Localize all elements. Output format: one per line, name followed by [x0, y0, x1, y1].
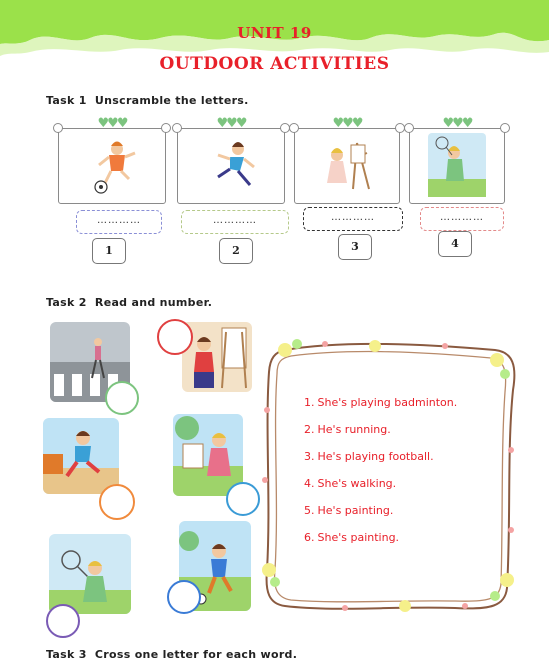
task1-number-4: 4 [438, 231, 472, 257]
task2-label: Task 2 [46, 296, 87, 309]
girl-painting-scene-illustration [173, 414, 243, 496]
sentence-number: 1. [304, 396, 315, 409]
task1-picture-frame-4 [409, 116, 505, 204]
sentence-number: 2. [304, 423, 315, 436]
task1-answer-box-2[interactable]: ………… [181, 210, 289, 234]
header-background [0, 0, 549, 90]
task2-heading [46, 296, 212, 309]
task2-answer-circle-6[interactable] [167, 580, 201, 614]
sentence-text: She's playing badminton. [317, 396, 458, 409]
sentence-item [304, 389, 460, 416]
task1-number-1: 1 [92, 238, 126, 264]
task3-heading [46, 648, 297, 661]
sentence-item [304, 524, 460, 551]
task3-label: Task 3 [46, 648, 87, 661]
task2-instruction: Read and number. [94, 296, 213, 309]
sentence-number: 5. [304, 504, 315, 517]
task1-picture-frame-2 [177, 116, 285, 204]
task2-answer-circle-1[interactable] [105, 381, 139, 415]
task1-answer-box-3[interactable]: ………… [303, 207, 403, 231]
sentence-text: He's playing football. [317, 450, 434, 463]
sentence-item [304, 470, 460, 497]
sentence-list [304, 389, 460, 551]
sentence-text: She's walking. [317, 477, 397, 490]
hearts-decoration-icon: ♥♥♥ [216, 116, 246, 131]
sentence-item [304, 443, 460, 470]
boy-running-illustration [43, 418, 119, 494]
sentence-number: 4. [304, 477, 315, 490]
sentence-item [304, 416, 460, 443]
page-title: OUTDOOR ACTIVITIES [159, 54, 390, 74]
sentence-text: She's painting. [317, 531, 400, 544]
task1-answer-box-1[interactable]: ………… [76, 210, 162, 234]
task2-answer-circle-5[interactable] [46, 604, 80, 638]
sentence-number: 3. [304, 450, 315, 463]
sentence-item [304, 497, 460, 524]
girl-football-illustration [59, 129, 165, 203]
task1-answer-box-4[interactable]: ………… [420, 207, 504, 231]
task1-number-3: 3 [338, 234, 372, 260]
task1-number-2: 2 [219, 238, 253, 264]
girl-badminton-illustration [410, 129, 504, 203]
sentence-number: 6. [304, 531, 315, 544]
task2-picture-5 [49, 534, 131, 614]
task1-label: Task 1 [46, 94, 87, 107]
task1-heading [46, 94, 249, 107]
sentence-text: He's painting. [317, 504, 394, 517]
task3-instruction: Cross one letter for each word. [94, 648, 298, 661]
girl-playing-badminton-illustration [49, 534, 131, 614]
girl-painting-illustration [295, 129, 399, 203]
task2-answer-circle-3[interactable] [99, 484, 135, 520]
sentence-text: He's running. [317, 423, 391, 436]
task2-picture-4 [173, 414, 243, 496]
task1-picture-frame-3 [294, 116, 400, 204]
task1-instruction: Unscramble the letters. [94, 94, 249, 107]
hearts-decoration-icon: ♥♥♥ [97, 116, 127, 131]
girl-running-illustration [178, 129, 284, 203]
hearts-decoration-icon: ♥♥♥ [332, 116, 362, 131]
task2-answer-circle-2[interactable] [157, 319, 193, 355]
hearts-decoration-icon: ♥♥♥ [442, 116, 472, 131]
unit-title: UNIT 19 [237, 24, 312, 42]
task2-picture-3 [43, 418, 119, 494]
task1-picture-frame-1 [58, 116, 166, 204]
